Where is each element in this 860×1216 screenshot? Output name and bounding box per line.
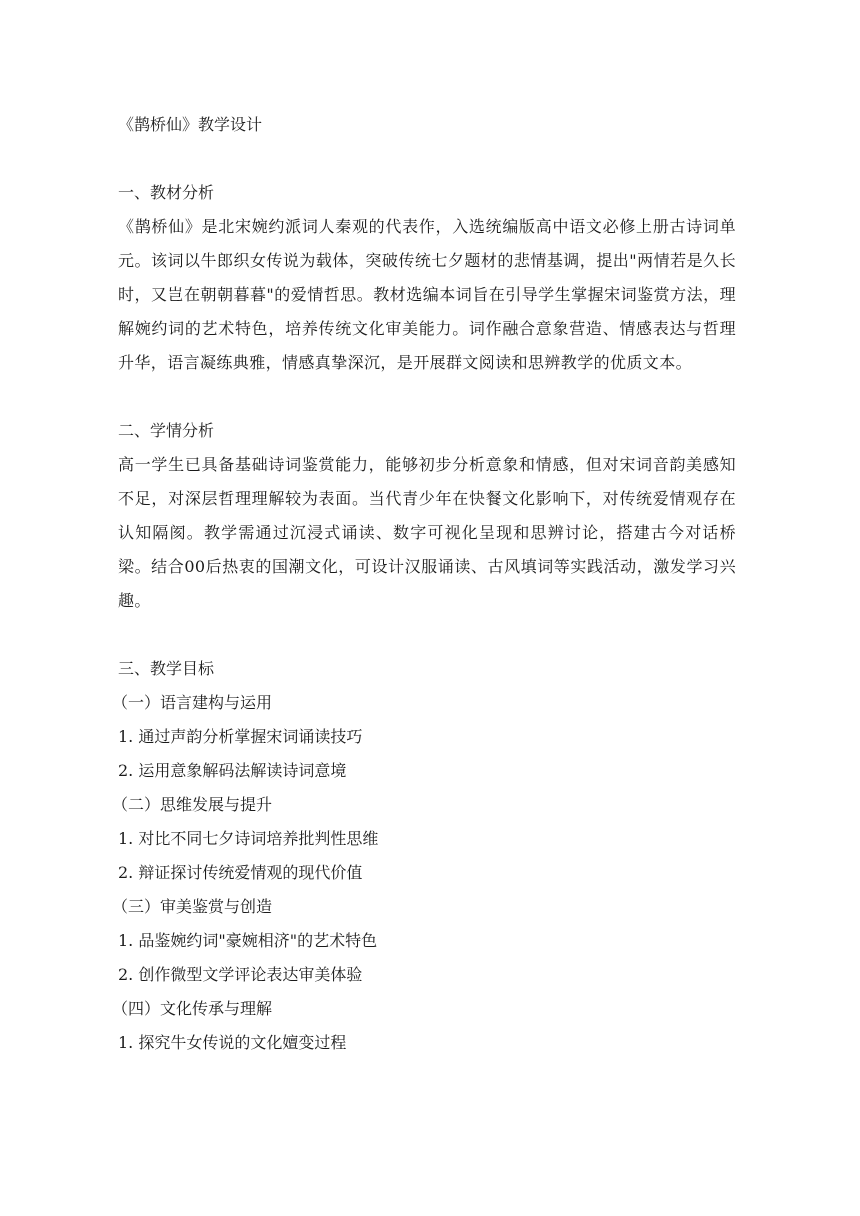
section-body-student-analysis: 高一学生已具备基础诗词鉴赏能力，能够初步分析意象和情感，但对宋词音韵美感知不足，对深层哲理理解较为表面。当代青少年在快餐文化影响下，对传统爱情观存在认知隔阂。教学需通过沉浸式诵读、数字可视化呈现和思辨讨论，搭建古今对话桥梁。结合00后热衷的国潮文化，可设计汉服诵读、古风填词等实践活动，激发学习兴趣。 (118, 455, 736, 610)
document-page (112, 108, 736, 1060)
section-heading-student-analysis: 二、学情分析 (118, 421, 215, 440)
goal-group-label-language: （一）语言建构与运用 (112, 693, 273, 712)
goal-item: 2. 创作微型文学评论表达审美体验 (118, 965, 363, 984)
goal-item: 1. 品鉴婉约词"豪婉相济"的艺术特色 (118, 931, 378, 950)
goal-group-label-thinking: （二）思维发展与提升 (112, 795, 273, 814)
goal-item: 2. 辩证探讨传统爱情观的现代价值 (118, 863, 363, 882)
goal-item: 1. 探究牛女传说的文化嬗变过程 (118, 1033, 347, 1052)
spacer (118, 380, 736, 414)
goal-item: 2. 运用意象解码法解读诗词意境 (118, 761, 347, 780)
goal-group-label-culture: （四）文化传承与理解 (112, 999, 273, 1018)
spacer (118, 142, 736, 176)
goal-item: 1. 对比不同七夕诗词培养批判性思维 (118, 829, 379, 848)
goal-group-label-aesthetics: （三）审美鉴赏与创造 (112, 897, 273, 916)
goal-item: 1. 通过声韵分析掌握宋词诵读技巧 (118, 727, 363, 746)
section-heading-teaching-goals: 三、教学目标 (118, 659, 215, 678)
spacer (118, 618, 736, 652)
section-body-textbook-analysis: 《鹊桥仙》是北宋婉约派词人秦观的代表作，入选统编版高中语文必修上册古诗词单元。该词以牛郎织女传说为载体，突破传统七夕题材的悲情基调，提出"两情若是久长时，又岂在朝朝暮暮"的爱情哲思。教材选编本词旨在引导学生掌握宋词鉴赏方法，理解婉约词的艺术特色，培养传统文化审美能力。词作融合意象营造、情感表达与哲理升华，语言凝练典雅，情感真挚深沉，是开展群文阅读和思辨教学的优质文本。 (118, 217, 736, 372)
document-title: 《鹊桥仙》教学设计 (118, 115, 263, 134)
section-heading-textbook-analysis: 一、教材分析 (118, 183, 215, 202)
